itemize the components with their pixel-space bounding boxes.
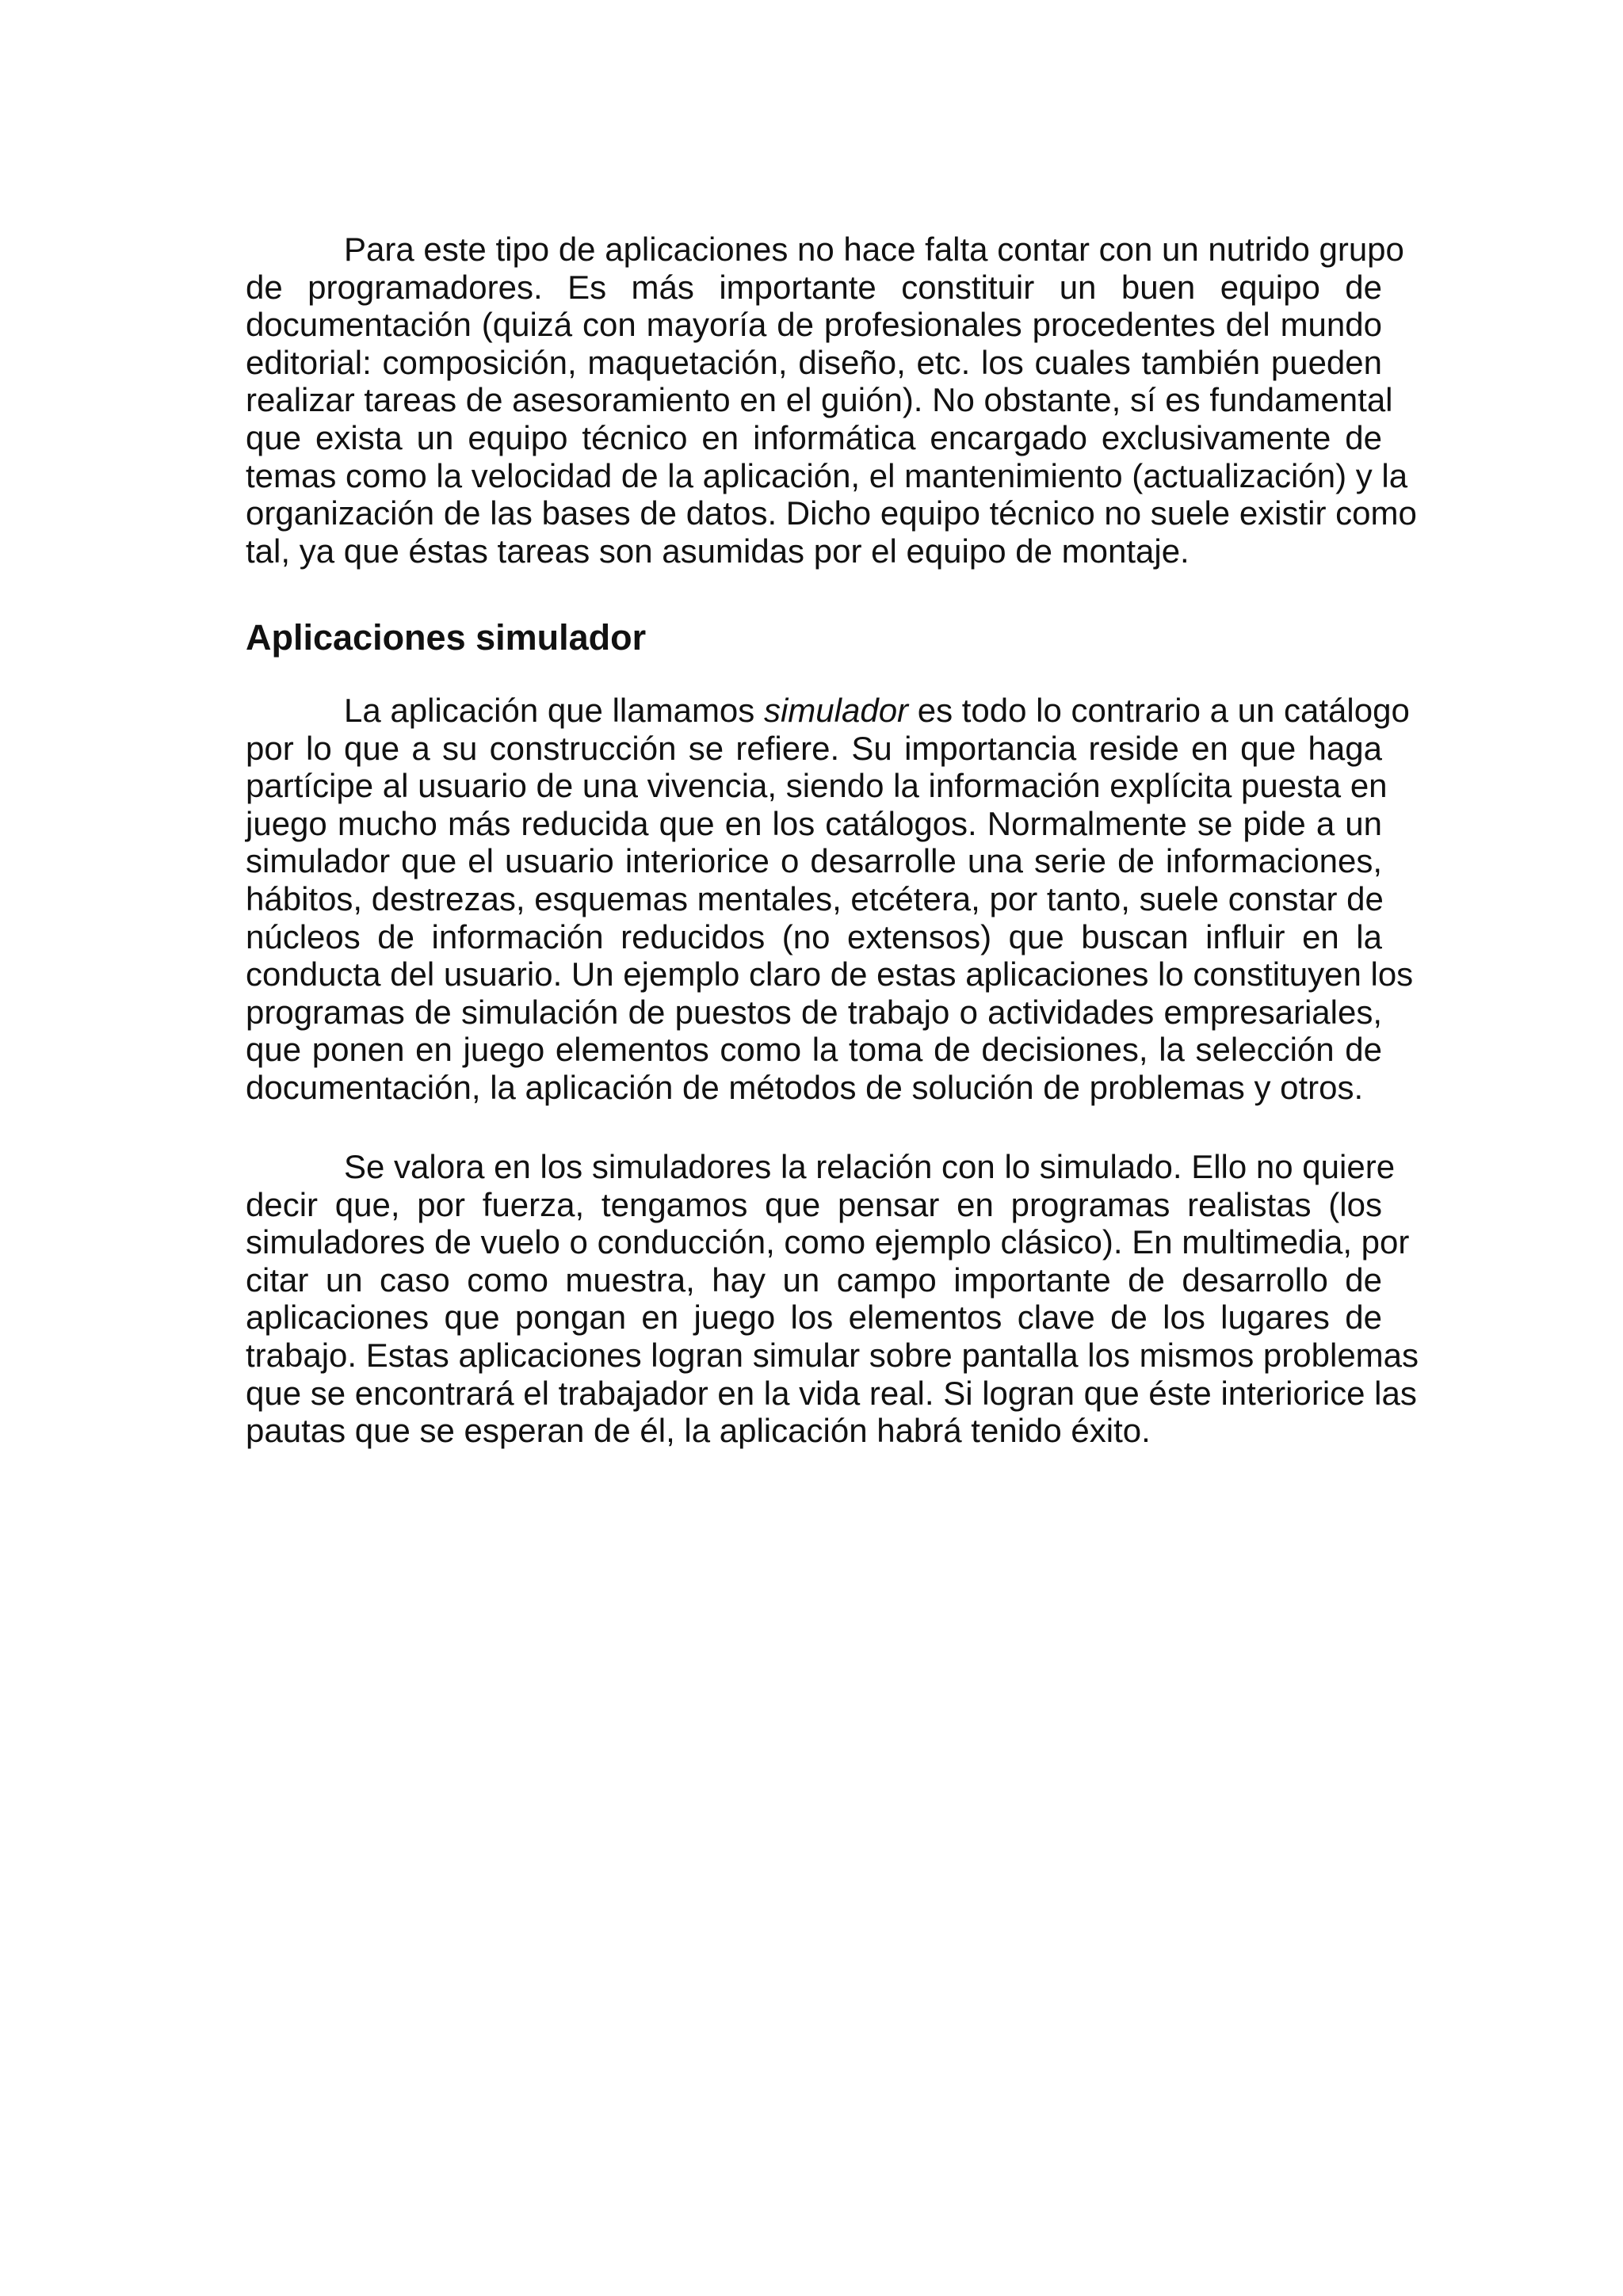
text-line: editorial: composición, maquetación, diseño, etc. los cuales también pueden (246, 343, 1382, 381)
text-line: aplicaciones que pongan en juego los elementos clave de los lugares de (246, 1299, 1382, 1337)
text-line: citar un caso como muestra, hay un campo importante de desarrollo de (246, 1261, 1382, 1299)
text-line: Para este tipo de aplicaciones no hace falta contar con un nutrido grupo (344, 231, 1404, 268)
paragraph-simulator-definition (246, 692, 1414, 1107)
paragraph-team-requirements (246, 231, 1417, 570)
text-line: decir que, por fuerza, tengamos que pensar en programas realistas (los (246, 1185, 1382, 1223)
text-line: que ponen en juego elementos como la toma de decisiones, la selección de (246, 1031, 1382, 1069)
text-line: programas de simulación de puestos de trabajo o actividades empresariales, (246, 993, 1382, 1031)
text-line: conducta del usuario. Un ejemplo claro de estas aplicaciones lo constituyen los (246, 955, 1414, 994)
text-line: organización de las bases de datos. Dicho equipo técnico no suele existir como (246, 494, 1417, 532)
text-run: La aplicación que llamamos (344, 692, 755, 729)
text-line: juego mucho más reducida que en los catálogos. Normalmente se pide a un (246, 804, 1382, 842)
paragraph-simulator-evaluation (246, 1148, 1419, 1450)
text-line: partícipe al usuario de una vivencia, siendo la información explícita puesta en (246, 767, 1388, 805)
text-line: simuladores de vuelo o conducción, como ejemplo clásico). En multimedia, por (246, 1223, 1410, 1261)
text-line: trabajo. Estas aplicaciones logran simular sobre pantalla los mismos problemas (246, 1336, 1419, 1374)
text-line: hábitos, destrezas, esquemas mentales, etcétera, por tanto, suele constar de (246, 879, 1384, 917)
section-heading: Aplicaciones simulador (246, 617, 647, 658)
text-line: de programadores. Es más importante constituir un buen equipo de (246, 268, 1382, 306)
text-line: que exista un equipo técnico en informática encargado exclusivamente de (246, 418, 1382, 456)
text-run: es todo lo contrario a un catálogo (917, 692, 1410, 729)
text-line: por lo que a su construcción se refiere. Su importancia reside en que haga (246, 729, 1382, 767)
text-line: temas como la velocidad de la aplicación, el mantenimiento (actualización) y la (246, 456, 1408, 494)
text-line-with-emphasis (246, 692, 1410, 730)
text-line: Se valora en los simuladores la relación con lo simulado. Ello no quiere (344, 1148, 1396, 1185)
text-line: pautas que se esperan de él, la aplicación habrá tenido éxito. (246, 1412, 1151, 1450)
text-line: núcleos de información reducidos (no extensos) que buscan influir en la (246, 917, 1382, 955)
emphasis-term: simulador (763, 692, 909, 729)
text-line: documentación, la aplicación de métodos de solución de problemas y otros. (246, 1068, 1364, 1106)
text-line: simulador que el usuario interiorice o desarrolle una serie de informaciones, (246, 842, 1382, 880)
text-line: realizar tareas de asesoramiento en el guión). No obstante, sí es fundamental (246, 381, 1393, 419)
text-line: tal, ya que éstas tareas son asumidas por el equipo de montaje. (246, 532, 1190, 570)
text-line: documentación (quizá con mayoría de profesionales procedentes del mundo (246, 306, 1382, 344)
text-line: que se encontrará el trabajador en la vida real. Si logran que éste interiorice las (246, 1374, 1417, 1412)
